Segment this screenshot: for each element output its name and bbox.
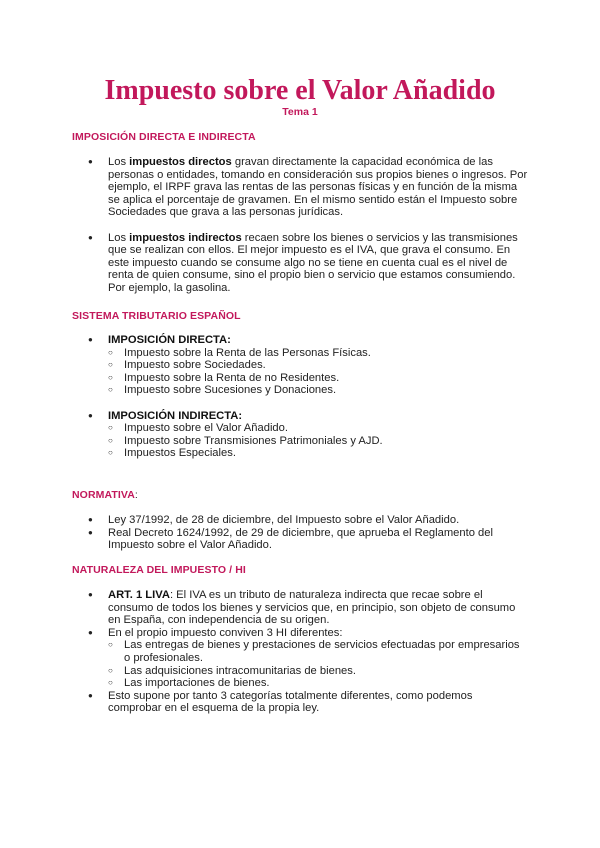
bullet-hi-diferentes: ● En el propio impuesto conviven 3 HI diferentes: — [88, 627, 528, 640]
bullet-imposicion-indirecta: ● IMPOSICIÓN INDIRECTA: — [88, 410, 528, 423]
bullet-ley: ● Ley 37/1992, de 28 de diciembre, del Impuesto sobre el Valor Añadido. — [88, 514, 528, 527]
section-body-sistema — [88, 334, 528, 460]
list-item: ○ Impuestos Especiales. — [88, 447, 528, 460]
section-heading-sistema: SISTEMA TRIBUTARIO ESPAÑOL — [72, 310, 241, 322]
section-body-normativa — [88, 514, 528, 552]
section-body-naturaleza — [88, 589, 528, 715]
bullet-categorias: ● Esto supone por tanto 3 categorías totalmente diferentes, como podemos comprobar en el esquema de la propia ley. — [88, 690, 528, 715]
bullet-impuestos-indirectos: ● Los impuestos indirectos recaen sobre los bienes o servicios y las transmisiones que se realizan con ellos. El mejor impuesto es el IVA, que grava el consumo. En este impuesto cuando se consume algo no se tiene en cuenta cual es el nivel de renta de quien consume, sino el propio bien o servicio que estamos consumiendo. Por ejemplo, la gasolina. — [88, 232, 528, 295]
list-item: ○ Las adquisiciones intracomunitarias de bienes. — [88, 665, 528, 678]
list-item: ○ Impuesto sobre la Renta de las Personas Físicas. — [88, 347, 528, 360]
section-heading-naturaleza: NATURALEZA DEL IMPUESTO / HI — [72, 564, 246, 576]
list-item: ○ Impuesto sobre la Renta de no Residentes. — [88, 372, 528, 385]
section-body-imposicion — [88, 156, 528, 295]
bullet-art-1-liva: ● ART. 1 LIVA: El IVA es un tributo de naturaleza indirecta que recae sobre el consumo de todos los bienes y servicios que, en principio, son objeto de consumo en España, con independencia de su origen. — [88, 589, 528, 627]
section-heading-normativa: NORMATIVA: — [72, 489, 138, 501]
list-item: ○ Impuesto sobre el Valor Añadido. — [88, 422, 528, 435]
page-title: Impuesto sobre el Valor Añadido — [104, 75, 496, 106]
page-subtitle: Tema 1 — [282, 106, 318, 118]
bullet-real-decreto: ● Real Decreto 1624/1992, de 29 de diciembre, que aprueba el Reglamento del Impuesto sobre el Valor Añadido. — [88, 527, 528, 552]
list-item: ○ Impuesto sobre Sociedades. — [88, 359, 528, 372]
bullet-impuestos-directos: ● Los impuestos directos gravan directamente la capacidad económica de las personas o entidades, tomando en consideración sus propios bienes o ingresos. Por ejemplo, el IRPF grava las rentas de las personas físicas y en función de la misma se aplica el porcentaje de gravamen. En el mismo sentido están el Impuesto sobre Sociedades que grava a las personas jurídicas. — [88, 156, 528, 219]
section-heading-imposicion: IMPOSICIÓN DIRECTA E INDIRECTA — [72, 131, 256, 143]
list-item: ○ Impuesto sobre Transmisiones Patrimoniales y AJD. — [88, 435, 528, 448]
list-item: ○ Las importaciones de bienes. — [88, 677, 528, 690]
list-item: ○ Impuesto sobre Sucesiones y Donaciones. — [88, 384, 528, 397]
list-item: ○ Las entregas de bienes y prestaciones de servicios efectuadas por empresarios o profesionales. — [88, 639, 528, 664]
bullet-imposicion-directa: ● IMPOSICIÓN DIRECTA: — [88, 334, 528, 347]
